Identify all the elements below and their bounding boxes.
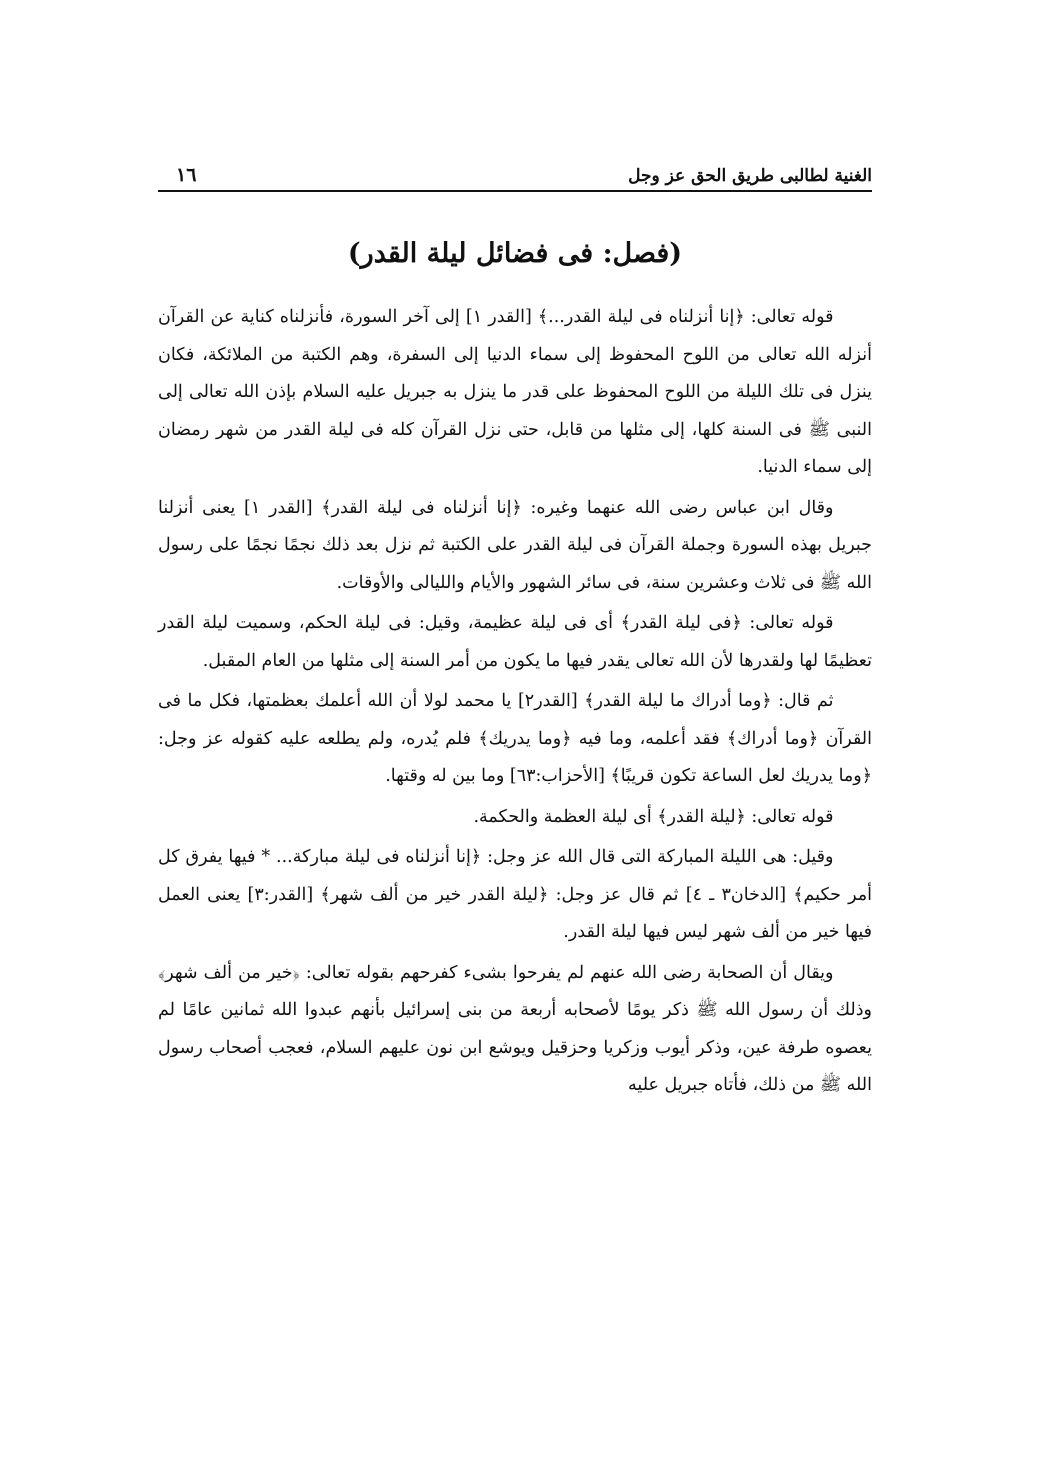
running-title: الغنية لطالبى طريق الحق عز وجل xyxy=(628,166,872,186)
book-page xyxy=(158,150,872,1108)
paragraph: ثم قال: ﴿وما أدراك ما ليلة القدر﴾ [القدر٢] يا محمد لولا أن الله أعلمك بعظمتها، فكل ما فى القرآن ﴿وما أدراك﴾ فقد أعلمه، وما فيه ﴿وما يدريك﴾ فلم يُدره، ولم يطلعه عليه كقوله عز وجل: ﴿وما يدريك لعل الساعة تكون قريبًا﴾ [الأحزاب:٦٣] وما بين له وقتها. xyxy=(158,691,872,786)
running-header xyxy=(158,150,872,192)
paragraph: ويقال أن الصحابة رضى الله عنهم لم يفرحوا بشىء كفرحهم بقوله تعالى: ﴿خير من ألف شهر﴾ وذلك أن رسول الله ﷺ ذكر يومًا لأصحابه أربعة من بنى إسرائيل بأنهم عبدوا الله ثمانين عامًا لم يعصوه طرفة عين، وذكر أيوب وزكريا وحزقيل ويوشع ابن نون عليهم السلام، فعجب أصحاب رسول الله ﷺ من ذلك، فأتاه جبريل عليه xyxy=(158,962,872,1095)
page-number: ١٦ xyxy=(176,164,197,186)
paragraph: وقيل: هى الليلة المباركة التى قال الله عز وجل: ﴿إنا أنزلناه فى ليلة مباركة... * فيها يفرق كل أمر حكيم﴾ [الدخان٣ ـ ٤] ثم قال عز وجل: ﴿ليلة القدر خير من ألف شهر﴾ [القدر:٣] يعنى العمل فيها خير من ألف شهر ليس فيها ليلة القدر. xyxy=(158,847,872,942)
section-heading: (فصل: فى فضائل ليلة القدر) xyxy=(347,238,683,269)
paragraph: قوله تعالى: ﴿إنا أنزلناه فى ليلة القدر...﴾ [القدر ١] إلى آخر السورة، فأنزلناه كناية عن القرآن أنزله الله تعالى من اللوح المحفوظ إلى سماء الدنيا إلى السفرة، وهم الكتبة من الملائكة، فكان ينزل فى تلك الليلة من اللوح المحفوظ على قدر ما ينزل به جبريل عليه السلام بإذن الله تعالى إلى النبى ﷺ فى السنة كلها، إلى مثلها من قابل، حتى نزل القرآن كله فى ليلة القدر من شهر رمضان إلى سماء الدنيا. xyxy=(158,307,872,477)
paragraph: وقال ابن عباس رضى الله عنهما وغيره: ﴿إنا أنزلناه فى ليلة القدر﴾ [القدر ١] يعنى أنزلنا جبريل بهذه السورة وجملة القرآن فى ليلة القدر على الكتبة ثم نزل بعد ذلك نجمًا نجمًا على رسول الله ﷺ فى ثلاث وعشرين سنة، فى سائر الشهور والأيام والليالى والأوقات. xyxy=(158,497,872,593)
paragraph: قوله تعالى: ﴿ليلة القدر﴾ أى ليلة العظمة والحكمة. xyxy=(473,806,834,827)
paragraph: قوله تعالى: ﴿فى ليلة القدر﴾ أى فى ليلة عظيمة، وقيل: فى ليلة الحكم، وسميت ليلة القدر تعظيمًا لها ولقدرها لأن الله تعالى يقدر فيها ما يكون من أمر السنة إلى مثلها من العام المقبل. xyxy=(158,613,872,671)
